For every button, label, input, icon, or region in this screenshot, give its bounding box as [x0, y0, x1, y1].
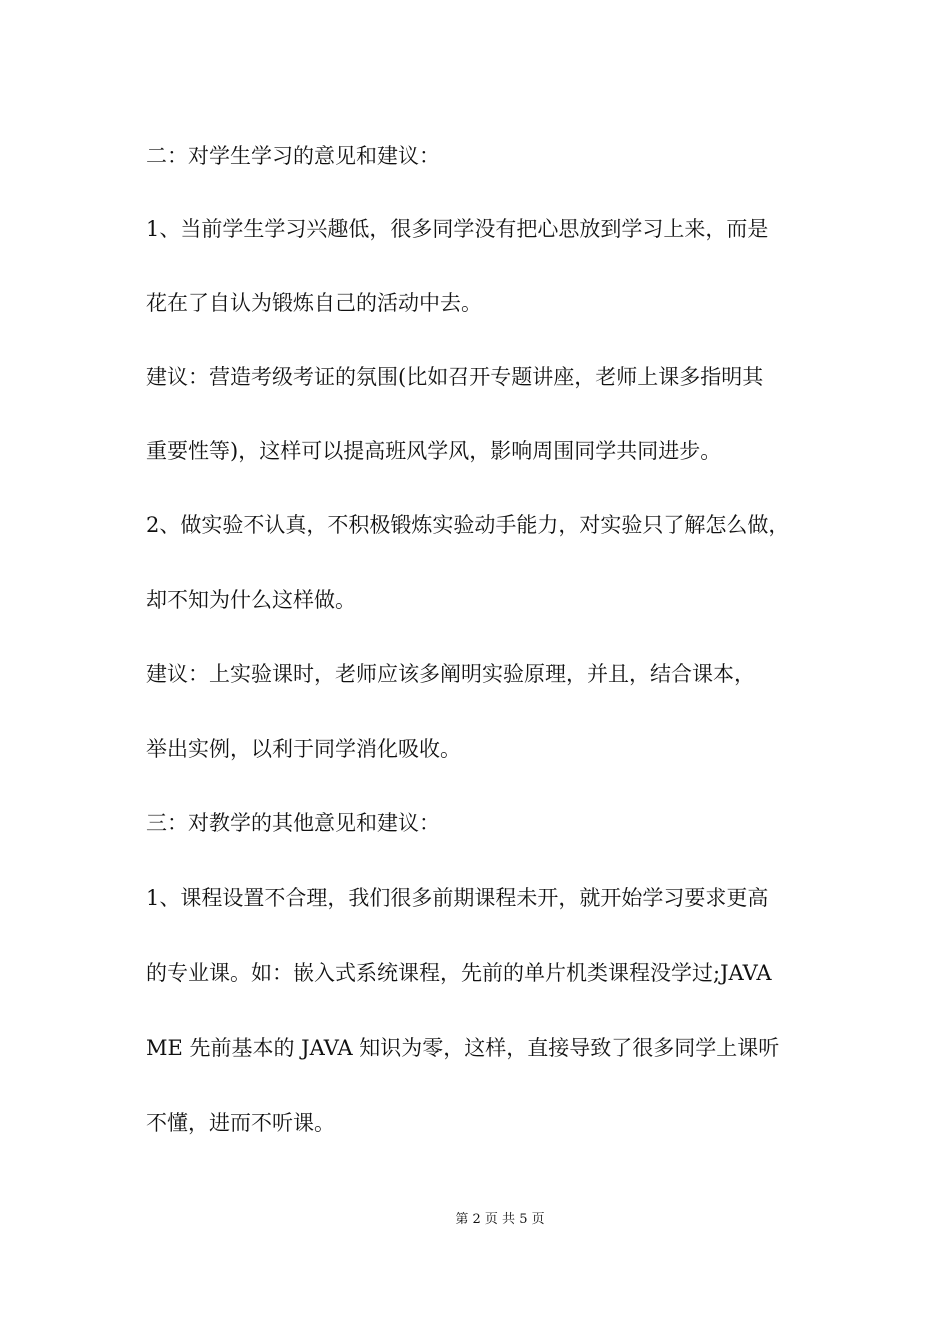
section-heading-2: 二：对学生学习的意见和建议：	[146, 144, 440, 168]
paragraph-line: 花在了自认为锻炼自己的活动中去。	[146, 291, 482, 315]
paragraph-line: 却不知为什么这样做。	[146, 588, 356, 612]
paragraph-line: 的专业课。如：嵌入式系统课程，先前的单片机类课程没学过;JAVA	[146, 961, 772, 985]
paragraph-line: 不懂，进而不听课。	[146, 1111, 335, 1135]
paragraph-line: 1、当前学生学习兴趣低，很多同学没有把心思放到学习上来，而是	[146, 217, 769, 241]
paragraph-line: 建议：上实验课时，老师应该多阐明实验原理，并且，结合课本，	[146, 662, 755, 686]
paragraph-line: ME 先前基本的 JAVA 知识为零，这样，直接导致了很多同学上课听	[146, 1036, 780, 1060]
paragraph-line: 2、做实验不认真，不积极锻炼实验动手能力，对实验只了解怎么做，	[146, 513, 790, 537]
page-number-footer: 第 2 页 共 5 页	[455, 1212, 545, 1227]
paragraph-line: 建议：营造考级考证的氛围(比如召开专题讲座，老师上课多指明其	[146, 365, 764, 389]
paragraph-line: 举出实例，以利于同学消化吸收。	[146, 737, 461, 761]
paragraph-line: 重要性等)，这样可以提高班风学风，影响周围同学共同进步。	[146, 439, 722, 463]
section-heading-3: 三：对教学的其他意见和建议：	[146, 811, 440, 835]
paragraph-line: 1、课程设置不合理，我们很多前期课程未开，就开始学习要求更高	[146, 886, 769, 910]
